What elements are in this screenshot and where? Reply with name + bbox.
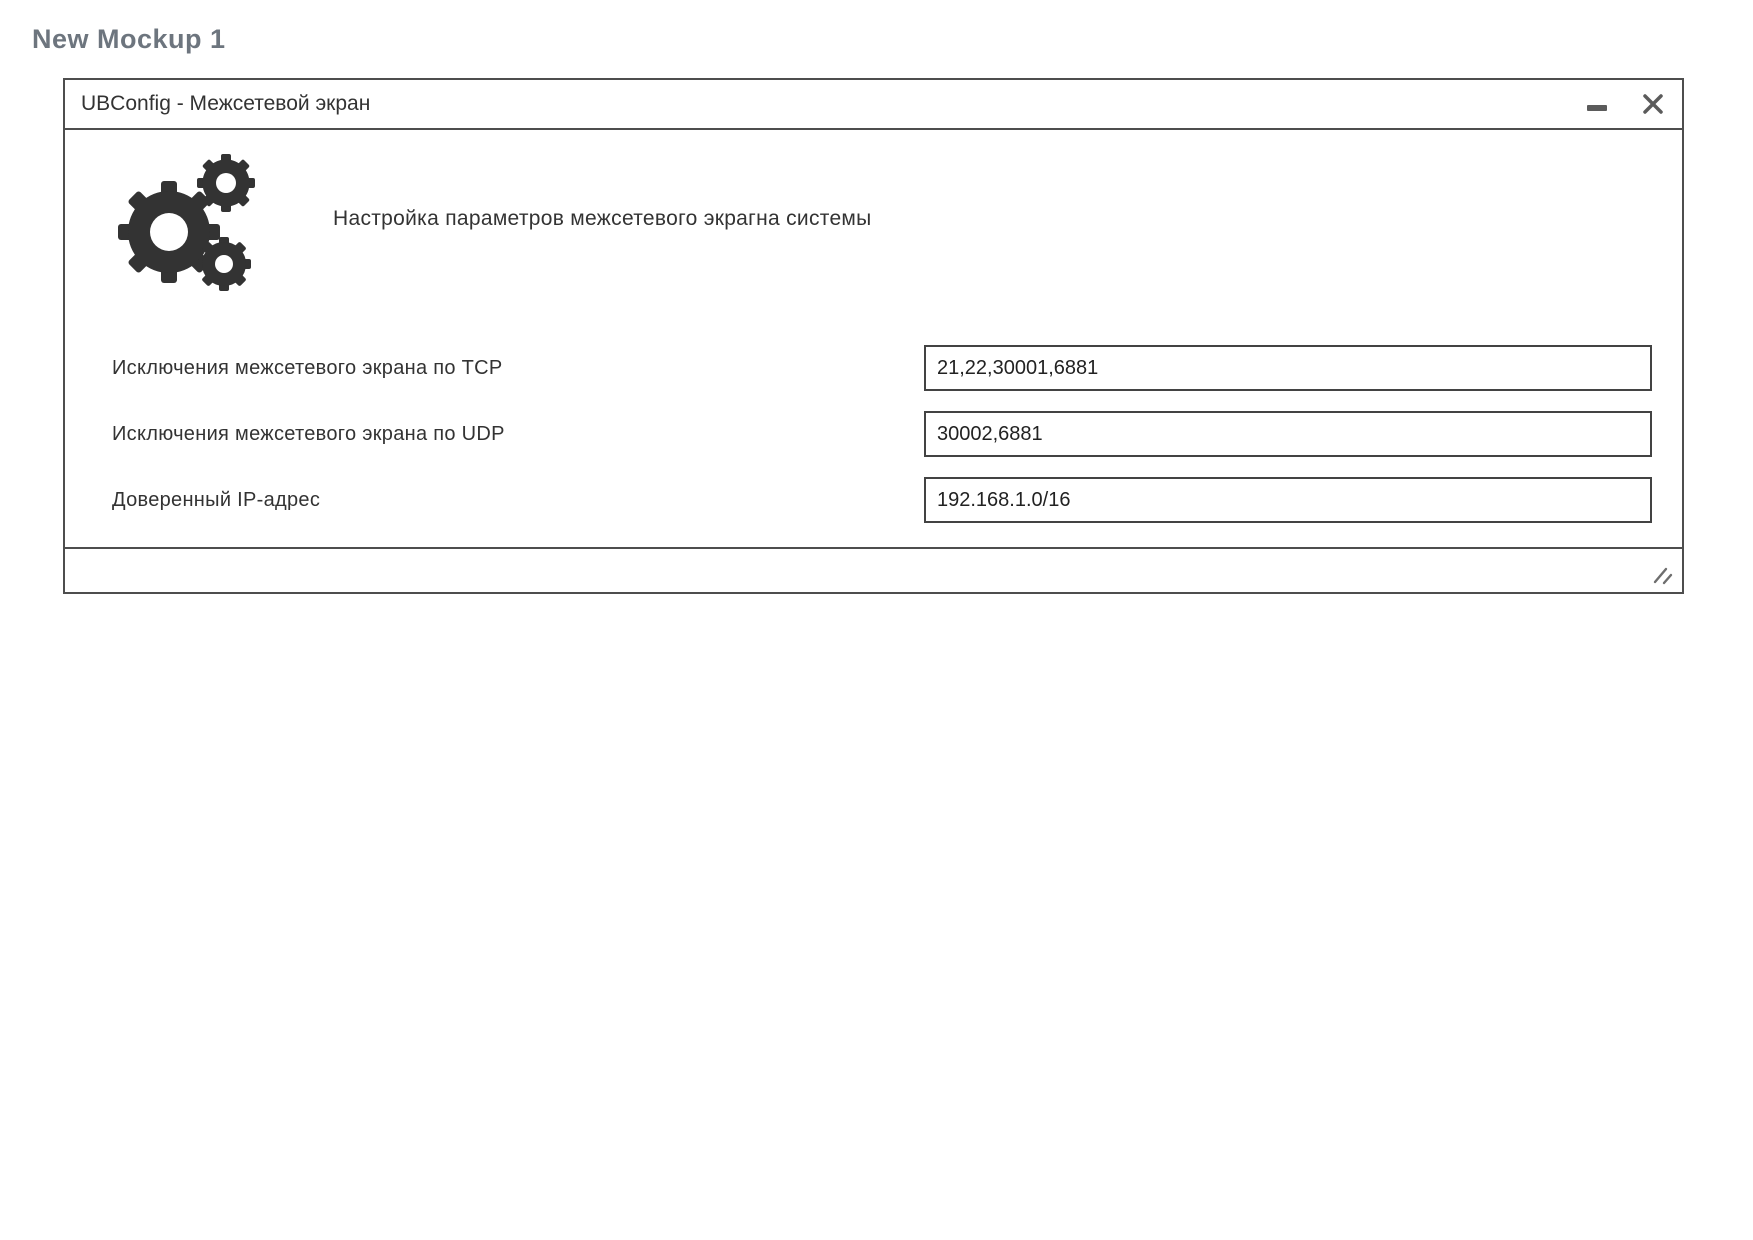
udp-exceptions-label: Исключения межсетевого экрана по UDP	[112, 422, 505, 445]
window-body	[65, 130, 1682, 547]
tcp-exceptions-label: Исключения межсетевого экрана по TCP	[112, 356, 503, 379]
window-description: Настройка параметров межсетевого экрагна системы	[333, 206, 872, 230]
minimize-icon	[1587, 105, 1607, 111]
header-row	[107, 146, 1682, 291]
minimize-button[interactable]	[1584, 91, 1610, 117]
close-button[interactable]	[1640, 91, 1666, 117]
close-icon	[1642, 93, 1664, 115]
firewall-form	[65, 345, 1682, 523]
window-title: UBConfig - Межсетевой экран	[81, 92, 371, 115]
resize-grip-icon[interactable]	[1653, 567, 1673, 585]
ubconfig-window	[63, 78, 1684, 594]
gears-icon	[107, 146, 257, 291]
window-controls	[1584, 91, 1666, 117]
tcp-exceptions-input[interactable]	[924, 345, 1652, 391]
form-row-tcp	[112, 345, 1682, 391]
window-titlebar	[65, 80, 1682, 130]
udp-exceptions-input[interactable]	[924, 411, 1652, 457]
window-statusbar	[65, 547, 1682, 592]
trusted-ip-input[interactable]	[924, 477, 1652, 523]
page-title: New Mockup 1	[32, 24, 226, 54]
form-row-trusted-ip	[112, 477, 1682, 523]
form-row-udp	[112, 411, 1682, 457]
trusted-ip-label: Доверенный IP-адрес	[112, 488, 321, 511]
